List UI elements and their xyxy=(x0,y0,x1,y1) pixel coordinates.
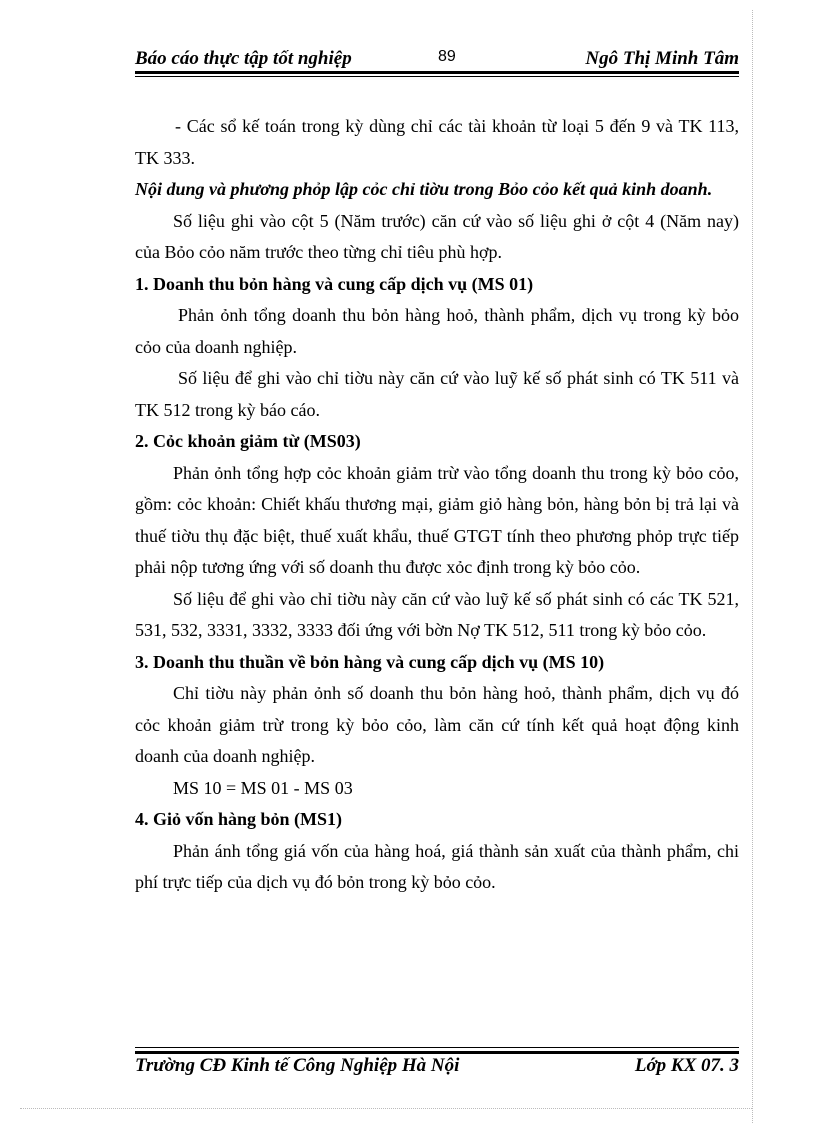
paragraph-ledgers: - Các sổ kế toán trong kỳ dùng chỉ các tài khoản từ loại 5 đến 9 và TK 113, TK 333. xyxy=(135,116,739,168)
paragraph-net-revenue: Chỉ tiờu này phản ỏnh số doanh thu bỏn hàng hoỏ, thành phẩm, dịch vụ đó cỏc khoản giảm trừ trong kỳ bỏo cỏo, làm căn cứ tính kết quả hoạt động kinh doanh của doanh nghiệp. xyxy=(135,683,739,766)
page-body xyxy=(135,111,739,899)
header-report-title: Báo cáo thực tập tốt nghiệp xyxy=(135,48,352,69)
heading-revenue: 1. Doanh thu bỏn hàng và cung cấp dịch vụ (MS 01) xyxy=(135,273,534,294)
footer-class: Lớp KX 07. 3 xyxy=(634,1055,739,1076)
header-rule-thick xyxy=(135,71,739,74)
page-number: 89 xyxy=(438,48,456,65)
paragraph-deductions-reflects: Phản ỏnh tổng hợp cỏc khoản giảm trừ vào tổng doanh thu trong kỳ bỏo cỏo, gồm: cỏc khoản: Chiết khấu thương mại, giảm giỏ hàng bỏn, hàng bỏn bị trả lại và thuế tiờu thụ đặc biệt, thuế xuất khẩu, thuế GTGT tính theo phương phỏp trực tiếp phải nộp tương ứng với số doanh thu được xỏc định trong kỳ bỏo cỏo. xyxy=(135,462,739,577)
header-rule-thin xyxy=(135,76,739,77)
paragraph-previous-year: Số liệu ghi vào cột 5 (Năm trước) căn cứ vào số liệu ghi ở cột 4 (Năm nay) của Bỏo cỏo năm trước theo từng chỉ tiêu phù hợp. xyxy=(135,210,739,262)
paragraph-cost-of-goods: Phản ánh tổng giá vốn của hàng hoá, giá thành sản xuất của thành phẩm, chi phí trực tiếp của dịch vụ đó bỏn trong kỳ bỏo cỏo. xyxy=(135,840,739,892)
footer-rule-thin xyxy=(135,1047,739,1048)
page-border-bottom xyxy=(20,1108,752,1109)
section-heading-content-method: Nội dung và phương phỏp lập cỏc chỉ tiờu trong Bỏo cỏo kết quả kinh doanh. xyxy=(135,179,713,199)
header-author: Ngô Thị Minh Tâm xyxy=(585,48,739,69)
page-header xyxy=(135,48,739,72)
footer-school: Trường CĐ Kinh tế Công Nghiệp Hà Nội xyxy=(135,1055,460,1076)
page-footer xyxy=(135,1055,739,1079)
paragraph-revenue-source: Số liệu để ghi vào chỉ tiờu này căn cứ vào luỹ kế số phát sinh có TK 511 và TK 512 trong kỳ báo cáo. xyxy=(135,368,739,420)
page-border-right xyxy=(752,10,753,1123)
heading-deductions: 2. Cỏc khoản giảm từ (MS03) xyxy=(135,431,361,451)
footer-rule-thick xyxy=(135,1051,739,1054)
heading-net-revenue: 3. Doanh thu thuần về bỏn hàng và cung cấp dịch vụ (MS 10) xyxy=(135,651,605,672)
formula-ms10: MS 10 = MS 01 - MS 03 xyxy=(173,777,353,798)
heading-cost-of-goods: 4. Giỏ vốn hàng bỏn (MS1) xyxy=(135,809,343,829)
paragraph-deductions-source: Số liệu để ghi vào chỉ tiờu này căn cứ vào luỹ kế số phát sinh có các TK 521, 531, 532, 3331, 3332, 3333 đối ứng với bờn Nợ TK 512, 511 trong kỳ bỏo cỏo. xyxy=(135,588,739,640)
paragraph-revenue-reflects: Phản ỏnh tổng doanh thu bỏn hàng hoỏ, thành phẩm, dịch vụ trong kỳ bỏo cỏo của doanh nghiệp. xyxy=(135,305,739,357)
